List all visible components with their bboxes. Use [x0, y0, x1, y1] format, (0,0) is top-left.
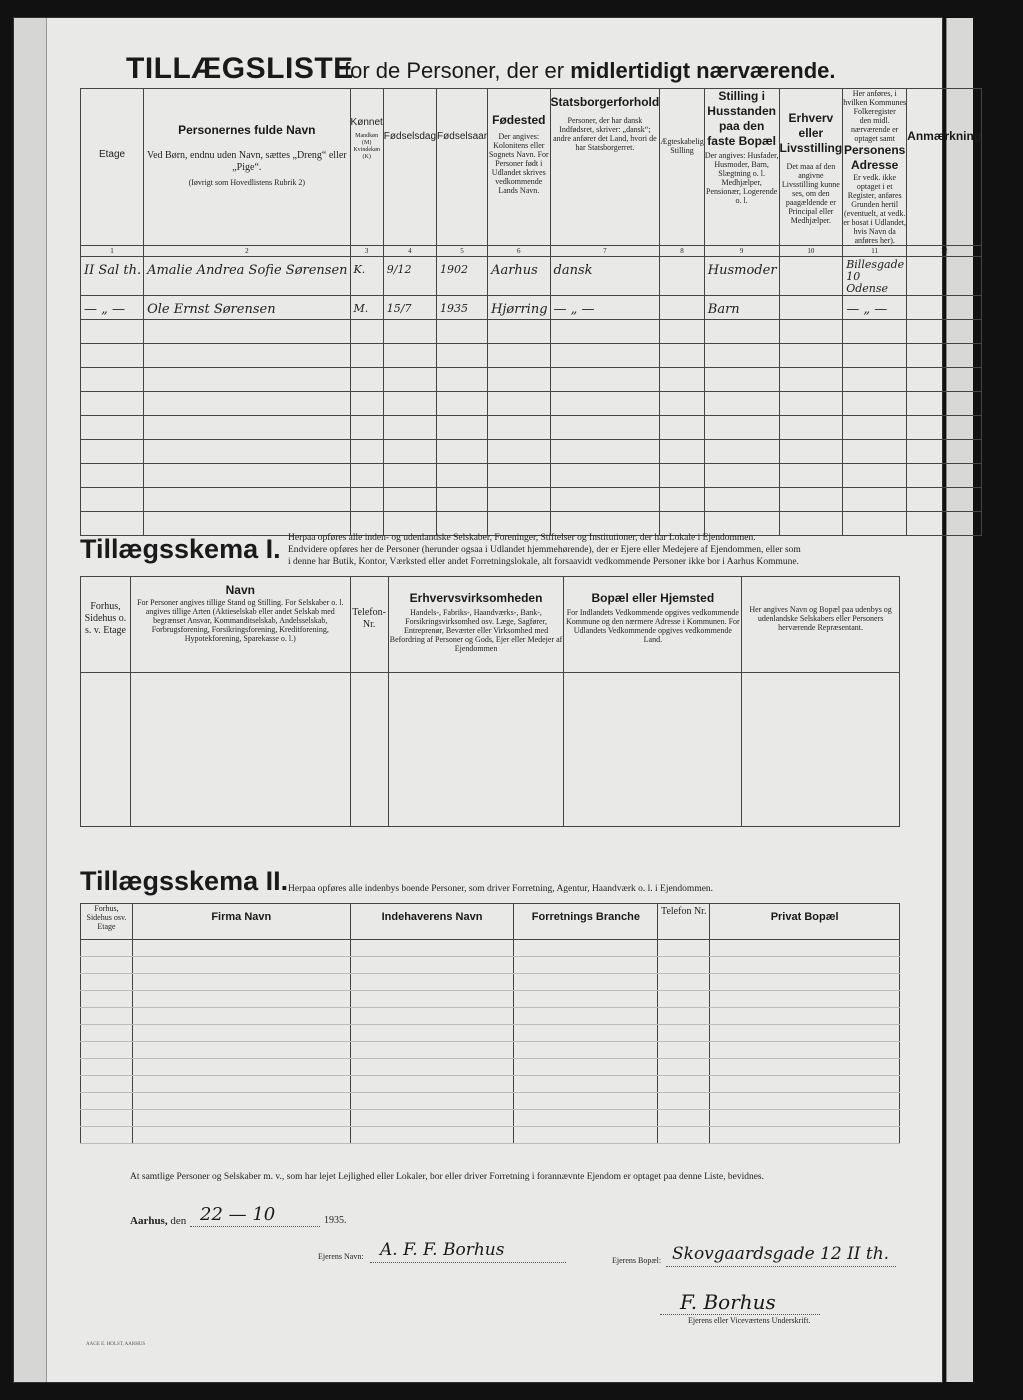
schema2-row	[81, 991, 900, 1008]
owner-address-handwritten: Skovgaardsgade 12 II th.	[672, 1244, 890, 1264]
schema2-row	[81, 1093, 900, 1110]
schema1-title: Tillægsskema I.	[80, 534, 281, 564]
col-citizenship-header: Statsborgerforhold Personer, der har dansk Indfødsret, skriver: „dansk“; andre anfører det Land, hvori de har Statsborgerret.	[550, 89, 660, 246]
schema2-row	[81, 1127, 900, 1144]
cell-adresse: Billesgade 10 Odense	[843, 257, 907, 296]
col-birthyear-header: Fødselsaar	[437, 89, 488, 246]
person-row	[81, 416, 982, 440]
cell-koen: M.	[350, 296, 383, 320]
schema2-row	[81, 1076, 900, 1093]
cell-koen: K.	[350, 257, 383, 296]
schema2-row	[81, 974, 900, 991]
cell-adresse: — „ —	[843, 296, 907, 320]
col-household-header: Stilling i Husstanden paa den faste Bopæl Der angives: Husfader, Husmoder, Barn, Slægtning o. l. Medhjælper, Pensionær, Logerende o. l.	[704, 89, 779, 246]
cell-stilling: Barn	[704, 296, 779, 320]
cell-navn: Ole Ernst Sørensen	[144, 296, 350, 320]
year-printed: 1935.	[324, 1215, 347, 1226]
schema2-row	[81, 1059, 900, 1076]
col-address-header: Her anføres, i hvilken Kommunes Folkeregister den midl. nærværende er optaget samt Personens Adresse Er vedk. ikke optaget i et Register, anføres Grunden hertil (eventuelt, at vedk. er bosat i Udlandet, hvis Navn da anføres her).	[843, 89, 907, 245]
cell-anm	[907, 257, 982, 296]
main-person-table	[80, 88, 982, 536]
cell-dag: 15/7	[383, 296, 436, 320]
person-row	[81, 440, 982, 464]
schema2-row	[81, 957, 900, 974]
owner-address-label: Ejerens Bopæl:	[612, 1256, 662, 1265]
cell-aegt	[660, 257, 705, 296]
person-row	[81, 392, 982, 416]
binding-strip-left	[14, 18, 47, 1382]
owner-name-signature: A. F. F. Borhus	[380, 1240, 505, 1260]
schema2-row	[81, 1025, 900, 1042]
cell-stilling: Husmoder	[704, 257, 779, 296]
schema1-header-row: Forhus, Sidehus o. s. v. Etage Navn For Personer angives tillige Stand og Stilling. For Selskaber o. l. angives tillige Arten (Aktieselskab eller andet Selskab med begrænset Ansvar, Kommanditselskab, Andelsselskab, Forbrugsforening, Forsikringsforening, Kreditforening, Hypotekforening, Sparekasse o. l.) Telefon-Nr. Erhvervsvirksomheden Handels-, Fabriks-, Haandværks-, Bank-, Forsikringsvirksomhed osv. Læge, Sagfører, Entreprenør, Beværter eller Virksomhed med Befordring af Personer og Gods, Ejer eller Medejer af Ejendommen Bopæl eller Hjemsted For Indlandets Vedkommende opgives vedkommende Kommune og den nærmere Adresse i Kommunen. For Udlandets Vedkommende opgives vedkommende Land. Her angives Navn og Bopæl paa udenbys og udenlandske Selskabers eller Personers herværende Repræsentant.	[81, 577, 900, 673]
person-row	[81, 488, 982, 512]
cell-stat: dansk	[550, 257, 660, 296]
printer-mark: AAGE E. HOLST, AARHUS	[86, 1342, 146, 1347]
col-birthday-header: Fødselsdag	[383, 89, 436, 246]
person-row	[81, 320, 982, 344]
col-birthplace-header: Fødested Der angives: Kolonitens eller Sognets Navn. For Personer født i Udlandet skrives vedkommende Lands Navn.	[488, 89, 550, 246]
cell-navn: Amalie Andrea Sofie Sørensen	[144, 257, 350, 296]
schema1-table	[80, 576, 900, 827]
cell-etage: II Sal th.	[81, 257, 144, 296]
person-row	[81, 368, 982, 392]
cell-aar: 1935	[437, 296, 488, 320]
schema2-header-row: Forhus, Sidehus osv. Etage Firma Navn Indehaverens Navn Forretnings Branche Telefon Nr. Privat Bopæl	[81, 904, 900, 940]
schema2-row	[81, 1042, 900, 1059]
signature-label: Ejerens eller Viceværtens Underskrift.	[688, 1316, 811, 1325]
cell-etage: — „ —	[81, 296, 144, 320]
schema2-row	[81, 940, 900, 957]
cell-erhverv	[779, 257, 843, 296]
cell-fodested: Hjørring	[488, 296, 550, 320]
schema2-table	[80, 903, 900, 1144]
form-title: TILLÆGSLISTE	[126, 52, 354, 85]
schema2-description: Herpaa opføres alle indenbys boende Personer, som driver Forretning, Agentur, Haandværk o. l. i Ejendommen.	[288, 884, 714, 894]
caretaker-signature: F. Borhus	[680, 1290, 776, 1314]
cell-dag: 9/12	[383, 257, 436, 296]
person-row	[81, 464, 982, 488]
person-row	[81, 344, 982, 368]
column-number-row: 1 2 3 4 5 6 7 8 9 10 11 12	[81, 246, 982, 257]
schema1-body-row	[81, 673, 900, 827]
main-table-header-row	[81, 89, 982, 246]
city-label: Aarhus, den	[130, 1215, 187, 1227]
schema2-title: Tillægsskema II.	[80, 866, 289, 896]
person-row	[81, 257, 982, 296]
cell-fodested: Aarhus	[488, 257, 550, 296]
schema2-row	[81, 1110, 900, 1127]
col-etage-header: Etage	[81, 89, 144, 246]
schema2-row	[81, 1008, 900, 1025]
person-row	[81, 296, 982, 320]
form-subtitle: for de Personer, der er midlertidigt nærværende.	[344, 58, 836, 83]
cell-aegt	[660, 296, 705, 320]
col-marital-header: Ægteskabelig Stilling	[660, 89, 705, 246]
schema1-description: Herpaa opføres alle inden- og udenlandske Selskaber, Foreninger, Stiftelser og Institutioner, der har Lokale i Ejendommen. Endvidere opføres her de Personer (herunder ogsaa i Udlandet hjemmehørende), der er Ejere eller Medejere af Ejendommen, eller som i denne har Butik, Kontor, Værksted eller andet Forretningslokale, alt forsaavidt vedkommende Personer ikke bor i Aarhus Kommune.	[288, 533, 801, 567]
date-handwritten: 22 — 10	[200, 1204, 276, 1225]
col-name-header: Personernes fulde Navn Ved Børn, endnu uden Navn, sættes „Dreng“ eller „Pige“. (Iøvrigt som Hovedlistens Rubrik 2)	[144, 89, 350, 246]
declaration-text: At samtlige Personer og Selskaber m. v., som har lejet Lejlighed eller Lokaler, bor eller driver Forretning i forannævnte Ejendom er optaget paa denne Liste, bevidnes.	[130, 1172, 764, 1182]
col-gender-header: Kønnet Mandkøn (M) Kvindekøn (K)	[350, 89, 383, 246]
cell-erhverv	[779, 296, 843, 320]
cell-anm	[907, 296, 982, 320]
cell-aar: 1902	[437, 257, 488, 296]
col-remarks-header: Anmærkning	[907, 89, 982, 246]
col-occupation-header: Erhverv eller Livsstilling Det maa af den angivne Livsstilling kunne ses, om den paagældende er Principal eller Medhjælper.	[779, 89, 843, 246]
cell-stat: — „ —	[550, 296, 660, 320]
owner-name-label: Ejerens Navn:	[318, 1252, 364, 1261]
